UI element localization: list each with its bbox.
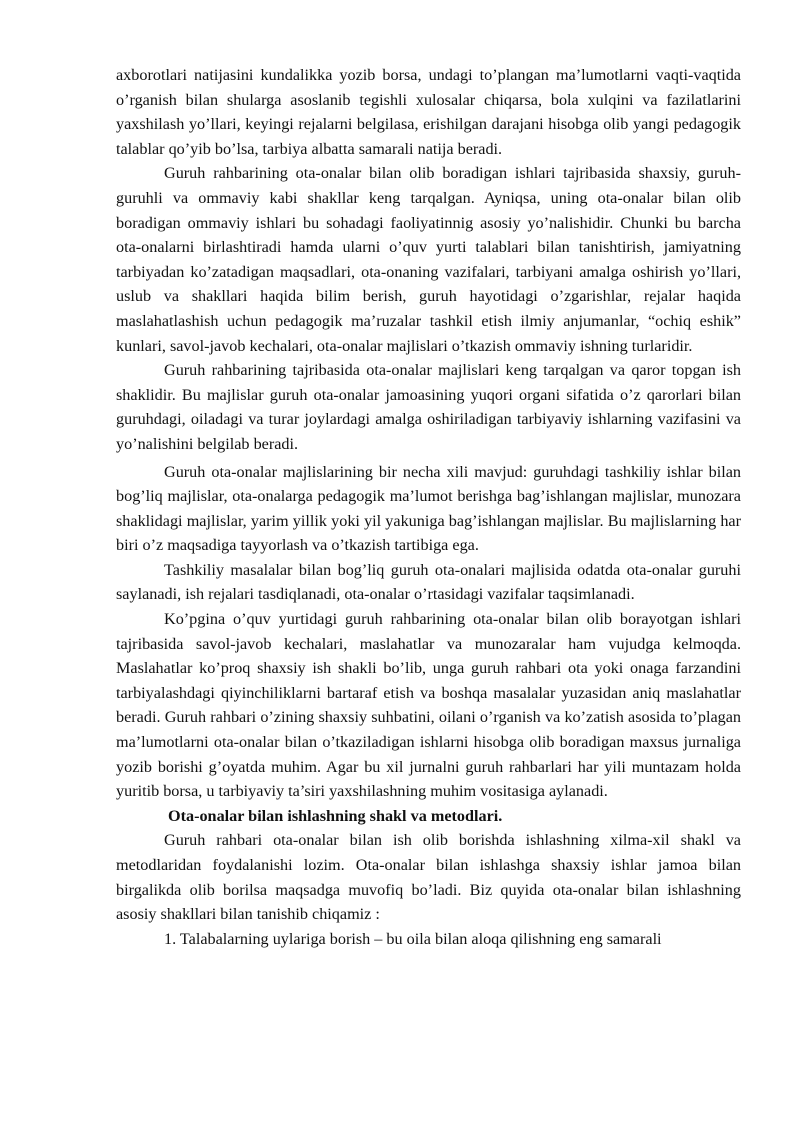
section-heading: Ota-onalar bilan ishlashning shakl va metodlari. <box>168 806 503 825</box>
paragraph-1: axborotlari natijasini kundalikka yozib borsa, undagi to’plangan ma’lumotlarni vaqti-vaqtida o’rganish bilan shularga asoslanib tegishli xulosalar chiqarsa, bola xulqini va fazilatlarini yaxshilash yo’llari, keyingi rejalarni belgilasa, erishilgan darajani hisobga olib yangi pedagogik talablar qo’yib bo’lsa, tarbiya albatta samarali natija beradi. <box>116 66 741 158</box>
paragraph-3: Guruh rahbarining tajribasida ota-onalar majlislari keng tarqalgan va qaror topgan ish shaklidir. Bu majlislar guruh ota-onalar jamoasining yuqori organi sifatida o’z qarorlari bilan guruhdagi, oiladagi va turar joylardagi amalga oshiriladigan tarbiyaviy ishlarning vazifasini va yo’nalishini belgilab beradi. <box>116 361 741 453</box>
paragraph-8: 1. Talabalarning uylariga borish – bu oila bilan aloqa qilishning eng samarali <box>164 929 662 948</box>
paragraph-7: Guruh rahbari ota-onalar bilan ish olib borishda ishlashning xilma-xil shakl va metodlaridan foydalanishi lozim. Ota-onalar bilan ishlashga shaxsiy ishlar jamoa bilan birgalikda olib borilsa maqsadga muvofiq bo’ladi. Biz quyida ota-onalar bilan ishlashning asosiy shakllari bilan tanishib chiqamiz : <box>116 831 741 924</box>
paragraph-5: Tashkiliy masalalar bilan bog’liq guruh ota-onalari majlisida odatda ota-onalar guruhi saylanadi, ish rejalari tasdiqlanadi, ota-onalar o’rtasidagi vazifalar taqsimlanadi. <box>116 560 741 604</box>
document-page <box>116 63 741 951</box>
paragraph-6: Ko’pgina o’quv yurtidagi guruh rahbarining ota-onalar bilan olib borayotgan ishlari tajribasida savol-javob kechalari, maslahatlar va munozaralar ham vujudga kelmoqda. Maslahatlar ko’proq shaxsiy ish shakli bo’lib, unga guruh rahbari ota yoki onaga farzandini tarbiyalashdagi qiyinchiliklarni bartaraf etish va boshqa masalalar yuzasidan aniq maslahatlar beradi. Guruh rahbari o’zining shaxsiy suhbatini, oilani o’rganish va ko’zatish asosida to’plagan ma’lumotlarni ota-onalar bilan o’tkaziladigan ishlarni hisobga olib boradigan maxsus jurnaliga yozib borishi g’oyatda muhim. Agar bu xil jurnalni guruh rahbarlari har yili muntazam holda yuritib borsa, u tarbiyaviy ta’siri yaxshilashning muhim vositasiga aylanadi. <box>116 610 741 801</box>
paragraph-2: Guruh rahbarining ota-onalar bilan olib boradigan ishlari tajribasida shaxsiy, guruh-guruhli va ommaviy kabi shakllar keng tarqalgan. Ayniqsa, uning ota-onalar bilan olib boradigan ommaviy ishlari bu sohadagi faoliyatinnig asosiy yo’nalishidir. Chunki bu barcha ota-onalarni birlashtiradi hamda ularni o’quv yurti talablari bilan tanishtirish, jamiyatning tarbiyadan ko’zatadigan maqsadlari, ota-onaning vazifalari, tarbiyani amalga oshirish yo’llari, uslub va shakllari haqida bilim berish, guruh hayotidagi o’zgarishlar, rejalar haqida maslahatlashish uchun pedagogik ma’ruzalar tashkil etish ilmiy anjumanlar, “ochiq eshik” kunlari, savol-javob kechalari, ota-onalar majlislari o’tkazish ommaviy ishning turlaridir. <box>116 164 741 355</box>
paragraph-4: Guruh ota-onalar majlislarining bir necha xili mavjud: guruhdagi tashkiliy ishlar bilan bog’liq majlislar, ota-onalarga pedagogik ma’lumot berishga bag’ishlangan majlislar, munozara shaklidagi majlislar, yarim yillik yoki yil yakuniga bag’ishlangan majlislar. Bu majlislarning har biri o’z maqsadiga tayyorlash va o’tkazish tartibiga ega. <box>116 462 741 555</box>
